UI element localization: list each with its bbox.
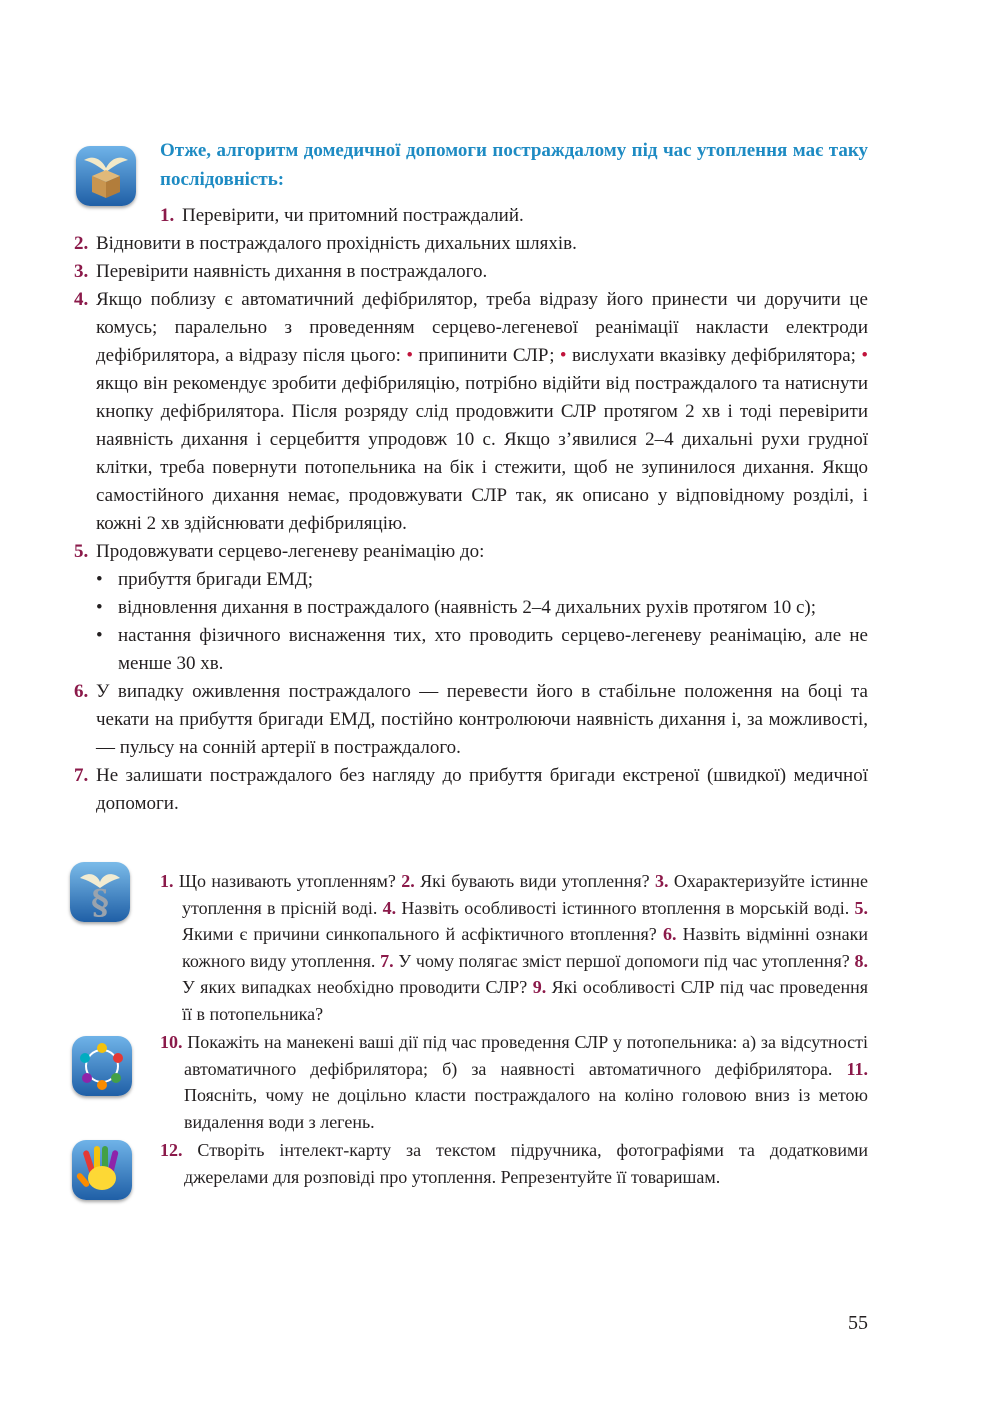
step-item <box>74 230 868 258</box>
sub-bullet: • <box>96 569 103 590</box>
step-text: Перевірити наявність дихання в постраждалого. <box>96 261 488 282</box>
question-text: Які особливості СЛР під час проведення її в потопельника? <box>182 977 869 1024</box>
step-number: 5. <box>74 541 89 562</box>
sub-text: відновлення дихання в постраждалого (наявність 2–4 дихальних рухів протягом 10 с); <box>118 597 816 618</box>
question-text: Створіть інтелект-карту за текстом підручника, фотографіями та додатковими джерелами для розповіді про утоплення. Репрезентуйте її товаришам. <box>184 1140 868 1187</box>
question-text: Якими є причини синкопального й асфіктичного втоплення? <box>182 924 657 944</box>
step-text: Не залишати постраждалого без нагляду до прибуття бригади екстреної (швидкої) медичної допомоги. <box>96 765 868 814</box>
step-item <box>74 258 868 286</box>
step-item <box>74 538 868 566</box>
step-number: 6. <box>74 681 89 702</box>
step-number: 3. <box>74 261 89 282</box>
question-number: 6. <box>662 924 677 944</box>
question-group <box>160 868 868 1027</box>
sub-item <box>74 622 868 678</box>
question-text: У яких випадках необхідно проводити СЛР? <box>182 977 528 997</box>
question-number: 11. <box>846 1058 869 1079</box>
step-item <box>74 286 868 538</box>
step-text: У випадку оживлення постраждалого — перевести його в стабільне положення на боці та чекати на прибуття бригади ЕМД, постійно контролюючи наявність дихання і, за можливості, — пульсу на сонній артерії в постраждалого. <box>96 681 868 758</box>
question-number: 7. <box>380 950 394 971</box>
sub-bullet: • <box>96 625 103 646</box>
question-text: Назвіть особливості істинного втоплення в морській воді. <box>401 897 850 918</box>
group-circle-icon <box>72 1036 132 1096</box>
question-number: 3. <box>655 871 669 891</box>
question-text: У чому полягає зміст першої допомоги під час утоплення? <box>398 950 850 971</box>
step-text: Продовжувати серцево-легеневу реанімацію до: <box>96 541 485 562</box>
hand-palm-icon <box>72 1140 132 1200</box>
question-text: Назвіть відмінні ознаки кожного виду утоплення. <box>182 924 869 971</box>
question-group <box>160 1137 868 1190</box>
sub-item <box>74 566 868 594</box>
summary-heading <box>160 136 868 194</box>
bullet-marker: • <box>406 345 413 366</box>
step-item <box>74 762 868 818</box>
question-number: 5. <box>854 897 869 918</box>
summary-box-icon <box>76 146 136 206</box>
step-number: 4. <box>74 289 89 310</box>
question-group <box>160 1029 868 1135</box>
step-number: 2. <box>74 233 89 254</box>
question-number: 9. <box>532 977 547 997</box>
step-text: Відновити в постраждалого прохідність дихальних шляхів. <box>96 233 577 254</box>
sub-bullet: • <box>96 597 103 618</box>
question-number: 4. <box>382 897 397 918</box>
question-number: 2. <box>401 871 415 891</box>
review-questions <box>160 868 868 1192</box>
sub-text: прибуття бригади ЕМД; <box>118 569 314 590</box>
step-number: 1. <box>160 205 175 226</box>
summary-heading-line2: має таку послідовність: <box>160 140 869 190</box>
question-text: Що називають утопленням? <box>178 871 396 891</box>
step-text: якщо він рекомендує зробити дефібриляцію, потрібно відійти від постраждалого та натиснути кнопку дефібрилятора. Після розряду слід продовжити СЛР протягом 2 хв і тоді перевірити наявність дихання і серцебиття упродовж 10 с. Якщо з’явилися 2–4 дихальні рухи грудної клітки, треба повернути потопельника на бік і стежити, щоб не зупинилося дихання. Якщо самостійного дихання немає, продовжувати СЛР так, як описано у відповідному розділі, і кожні 2 хв здійснювати дефібриляцію. <box>96 373 868 534</box>
page-number: 55 <box>848 1312 868 1334</box>
step-item <box>74 678 868 762</box>
question-text: Охарактеризуйте істинне утоплення в прісній воді. <box>182 871 868 918</box>
question-text: Поясніть, чому не доцільно класти постраждалого на коліно головою вниз із метою видалення води з легень. <box>184 1085 868 1132</box>
algorithm-steps <box>74 202 868 818</box>
question-number: 1. <box>160 871 174 891</box>
step-item <box>74 202 868 230</box>
sub-text: настання фізичного виснаження тих, хто проводить серцево-легеневу реанімацію, але не менше 30 хв. <box>118 625 868 674</box>
step-text: Перевірити, чи притомний постраждалий. <box>182 205 524 226</box>
sub-item <box>74 594 868 622</box>
question-text: Покажіть на манекені ваші дії під час проведення СЛР у потопельника: а) за відсутності автоматичного дефібрилятора; б) за наявності автоматичного дефібрилятора. <box>184 1032 868 1079</box>
question-number: 10. <box>160 1032 183 1052</box>
step-text: вислухати вказівку дефібрилятора; <box>572 345 856 366</box>
step-text: припинити СЛР; <box>418 345 555 366</box>
summary-heading-line1: Отже, алгоритм домедичної допомоги постраждалому під час утоплення <box>160 140 788 161</box>
question-number: 12. <box>160 1140 183 1160</box>
step-number: 7. <box>74 765 89 786</box>
question-text: Які бувають види утоплення? <box>420 871 650 891</box>
bullet-marker: • <box>861 345 869 366</box>
bullet-marker: • <box>559 345 567 366</box>
step-text: Якщо поблизу є автоматичний дефібрилятор, треба відразу його принести чи доручити це комусь; паралельно з проведенням серцево-легеневої реанімації накласти електроди дефібрилятора, а відразу після цього: <box>96 289 868 366</box>
question-number: 8. <box>854 950 869 971</box>
svg-text:§: § <box>91 883 109 922</box>
paragraph-quill-icon <box>70 862 130 922</box>
